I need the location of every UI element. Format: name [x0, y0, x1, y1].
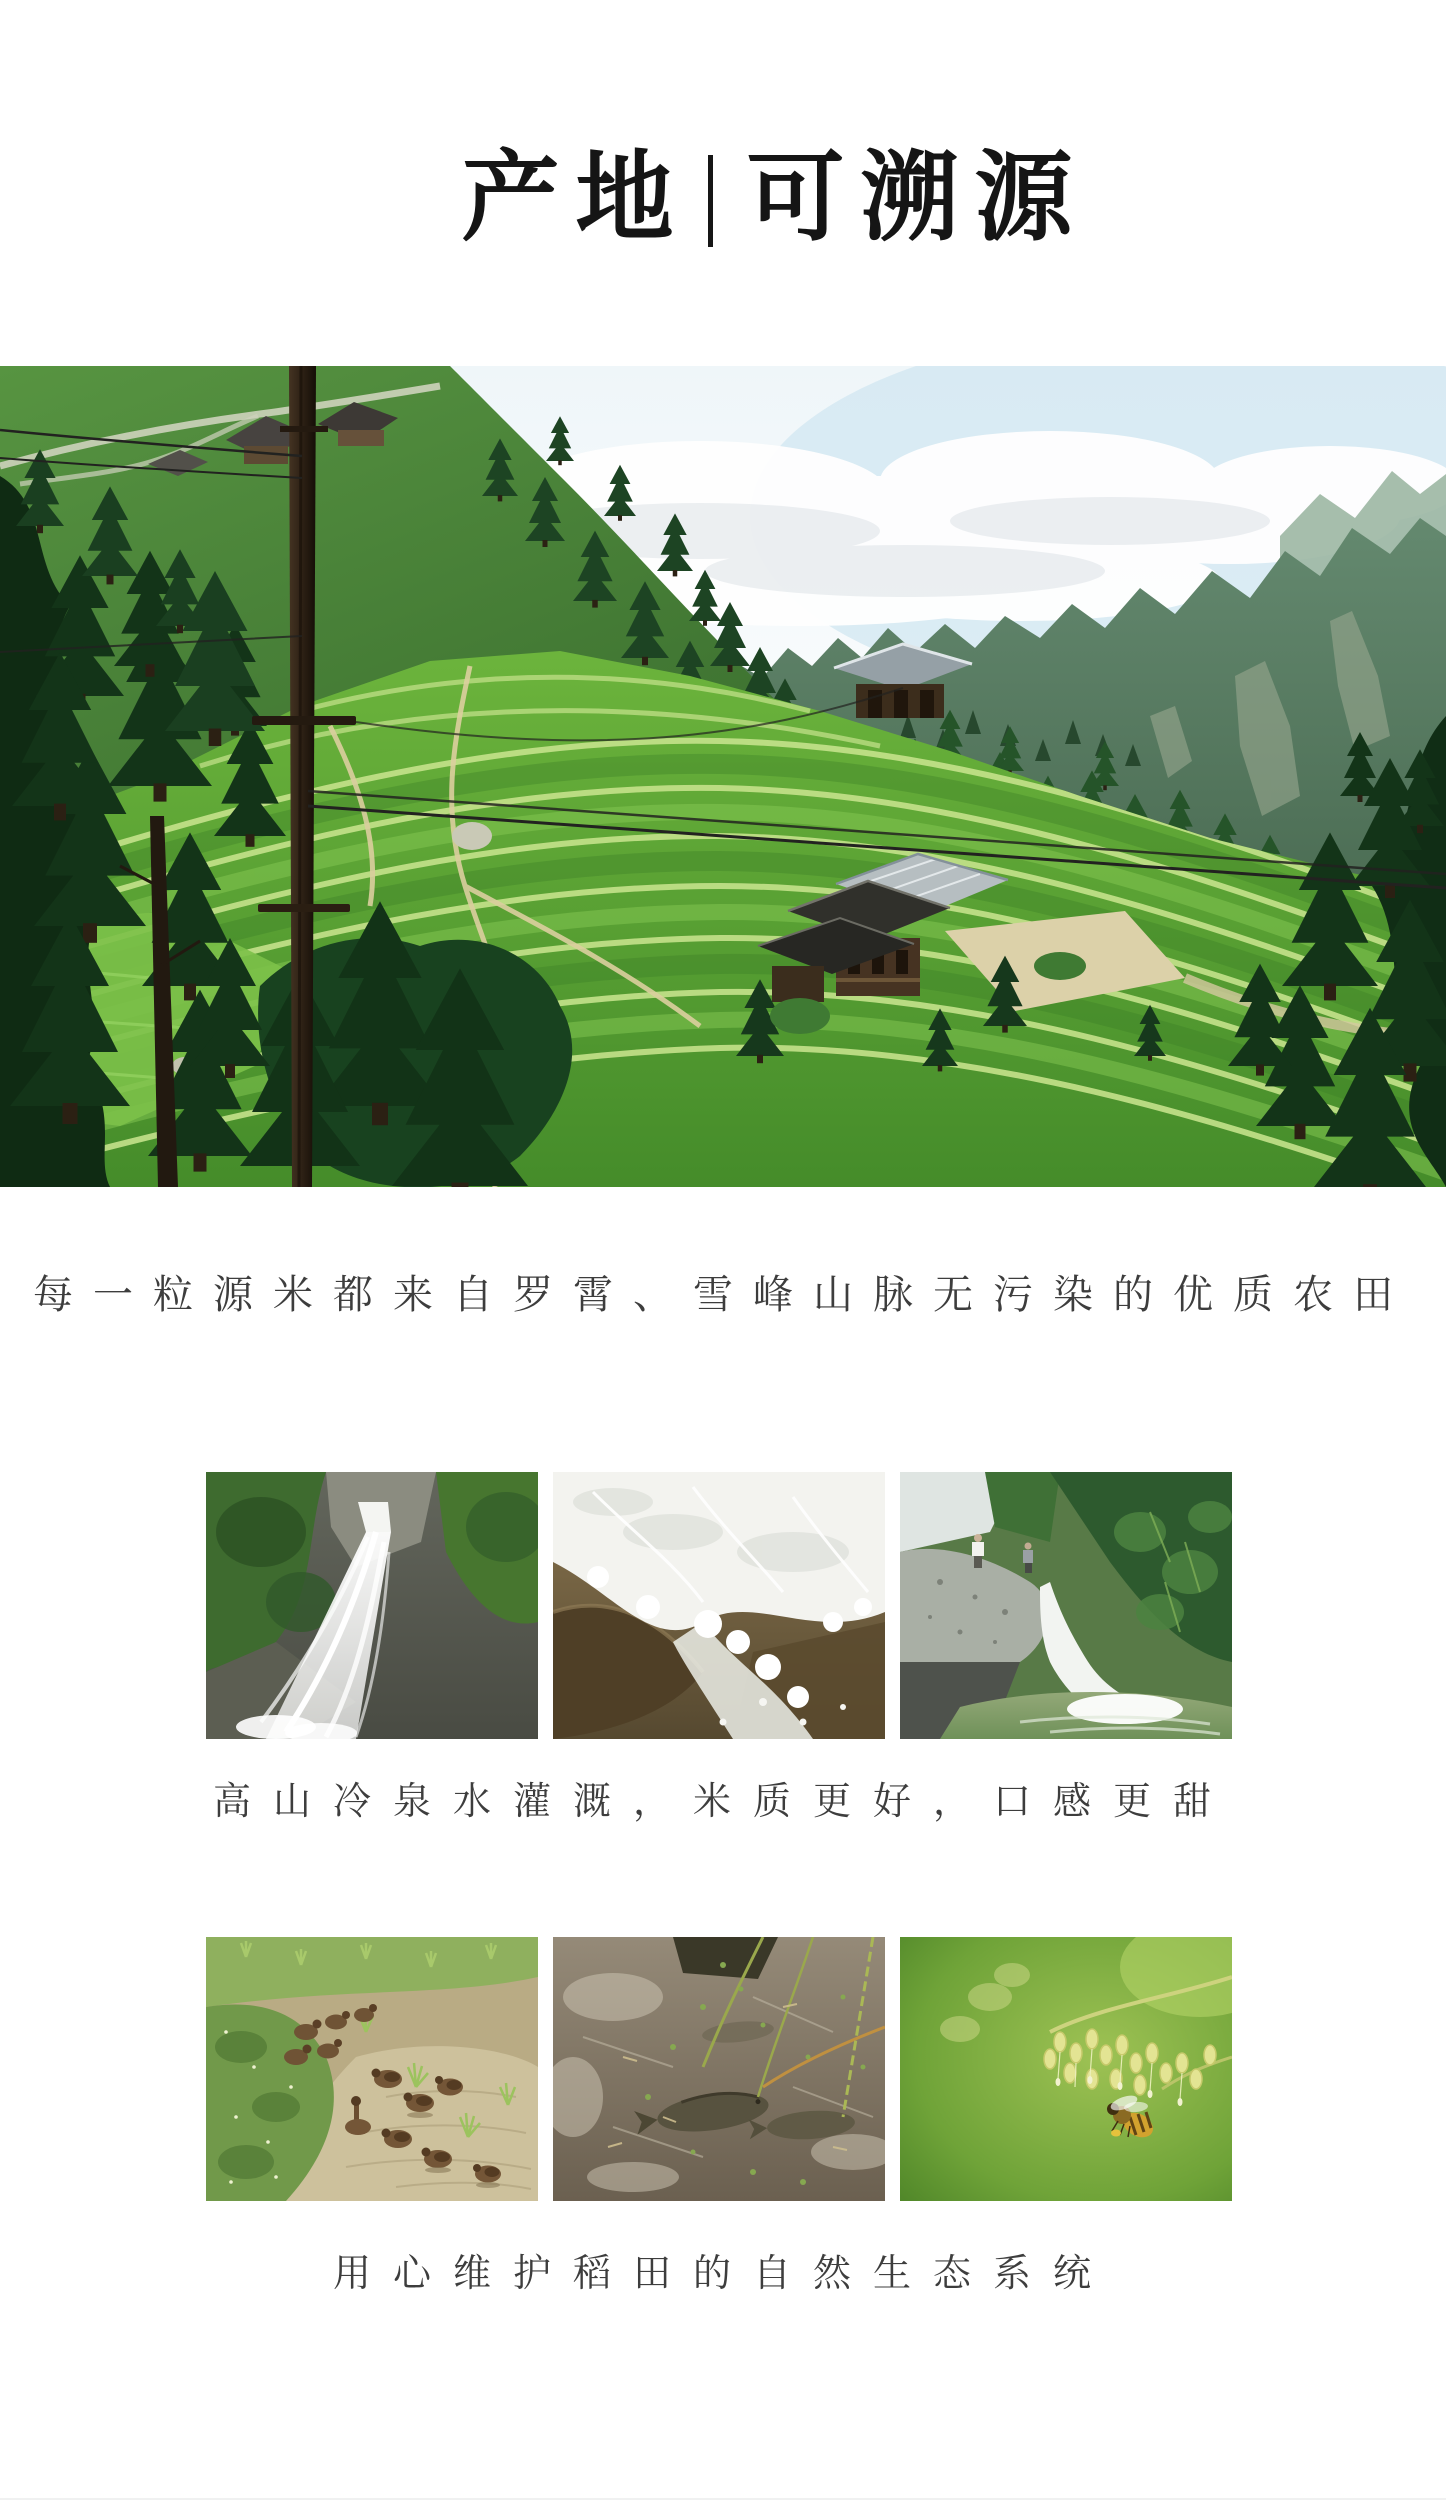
title-part-origin: 产地: [461, 145, 690, 253]
photo-ducks-in-paddy: [206, 1937, 538, 2201]
photo-fish-in-paddy: [553, 1937, 885, 2201]
title-part-traceable: 可溯源: [746, 145, 1089, 253]
origin-subtitle: 每一粒源米都来自罗霄、雪峰山脉无污染的优质农田: [33, 1273, 1413, 1317]
terraced-fields-illustration: [0, 366, 1446, 1187]
page-title: [52, 144, 1446, 254]
eco-caption: 用心维护稻田的自然生态系统: [332, 2253, 1113, 2295]
bee-rice-illustration: [900, 1937, 1232, 2201]
waterfall-illustration: [206, 1472, 538, 1739]
torrent-illustration: [553, 1472, 885, 1739]
photo-mountain-waterfall: [206, 1472, 538, 1739]
water-caption: 高山冷泉水灌溉，米质更好，口感更甜: [212, 1781, 1233, 1823]
photo-spring-torrent: [553, 1472, 885, 1739]
eco-photo-row: [206, 1937, 1232, 2201]
photo-bee-on-rice: [900, 1937, 1232, 2201]
photo-rock-pool: [900, 1472, 1232, 1739]
hero-photo-terraced-village: [0, 366, 1446, 1187]
water-photo-row: [206, 1472, 1232, 1739]
rock-pool-illustration: [900, 1472, 1232, 1739]
title-separator: [708, 155, 713, 247]
fish-illustration: [553, 1937, 885, 2201]
ducks-illustration: [206, 1937, 538, 2201]
